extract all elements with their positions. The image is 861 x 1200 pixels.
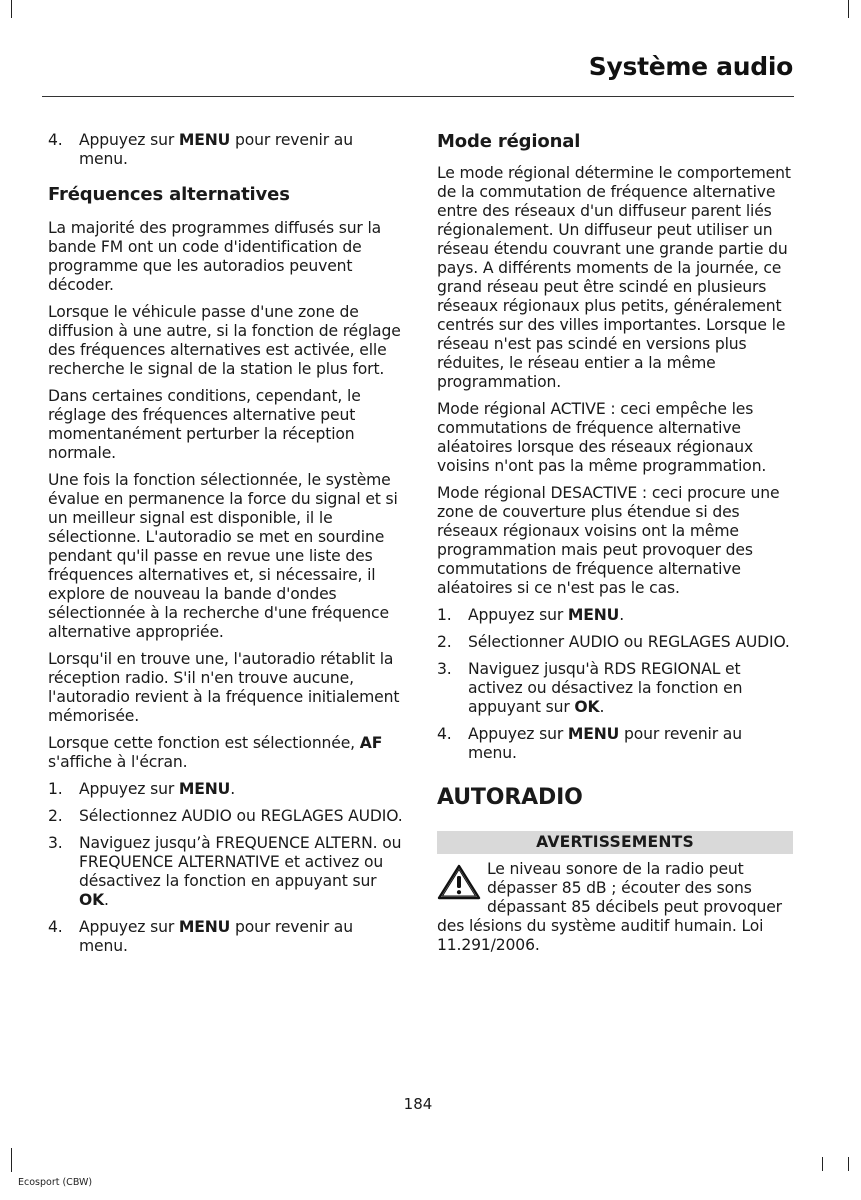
- list-text: Appuyez sur: [79, 918, 179, 936]
- af-keyword: AF: [359, 734, 383, 752]
- warning-triangle-icon: [437, 864, 481, 900]
- list-bold-keyword: OK: [79, 891, 105, 909]
- list-text: Appuyez sur: [79, 131, 179, 149]
- header-divider: [42, 96, 794, 97]
- list-bold-keyword: OK: [574, 698, 600, 716]
- section-heading-mode-regional: Mode régional: [437, 131, 581, 152]
- list-text: .: [104, 891, 109, 909]
- paragraph: Mode régional DESACTIVE : ceci procure une zone de couverture plus étendue si des réseaux régionaux voisins ont la même programmation mais peut provoquer des commutations de fréquence alternative aléatoires si ce n'est pas le cas.: [437, 484, 780, 597]
- paragraph: Lorsqu'il en trouve une, l'autoradio rétablit la réception radio. S'il n'en trouve aucune, l'autoradio revient à la fréquence initialement mémorisée.: [48, 650, 400, 725]
- paragraph: Lorsque le véhicule passe d'une zone de diffusion à une autre, si la fonction de réglage des fréquences alternatives est activée, elle recherche le signal de la station le plus fort.: [48, 303, 401, 378]
- crop-mark: [11, 1148, 12, 1172]
- list-number: 3.: [437, 660, 452, 678]
- list-item: [48, 834, 406, 910]
- warning-text: Le niveau sonore de la radio peut dépasser 85 dB ; écouter des sons dépassant 85 décibels peut provoquer des lésions du système auditif humain. Loi 11.291/2006.: [437, 860, 782, 954]
- footer-model-label: Ecosport (CBW): [18, 1177, 93, 1188]
- list-number: 2.: [48, 807, 63, 825]
- list-text: pour revenir au menu.: [468, 725, 742, 762]
- list-item: [437, 660, 793, 717]
- section-heading-frequences: Fréquences alternatives: [48, 184, 290, 205]
- list-text: Appuyez sur: [468, 606, 568, 624]
- crop-mark: [848, 1157, 849, 1171]
- page-title: Système audio: [588, 52, 793, 81]
- paragraph: [48, 734, 406, 772]
- list-bold-keyword: MENU: [178, 131, 231, 149]
- paragraph-text: s'affiche à l'écran.: [48, 753, 188, 771]
- list-text: .: [599, 698, 605, 716]
- list-item: [48, 918, 406, 956]
- warning-box: [437, 860, 793, 955]
- list-number: 1.: [437, 606, 452, 624]
- left-column: [48, 131, 406, 964]
- list-item: [437, 725, 793, 763]
- crop-mark: [822, 1157, 823, 1171]
- list-item: [437, 606, 793, 625]
- list-text: Sélectionner AUDIO ou REGLAGES AUDIO.: [468, 633, 790, 651]
- list-number: 2.: [437, 633, 452, 651]
- list-text: pour revenir au menu.: [79, 918, 353, 955]
- list-item: [48, 807, 406, 826]
- paragraph: Le mode régional détermine le comportement de la commutation de fréquence alternative entre des réseaux d'un diffuseur parent liés régionalement. Un diffuseur peut utiliser un réseau étendu couvrant une grande partie du pays. A différents moments de la journée, ce grand réseau peut être scindé en plusieurs réseaux régionaux plus petits, généralement centrés sur des villes importantes. Lorsque le réseau n'est pas scindé en versions plus réduites, le réseau entier a la même programmation.: [437, 164, 791, 391]
- warning-title-bar: AVERTISSEMENTS: [437, 831, 793, 854]
- paragraph: Mode régional ACTIVE : ceci empêche les commutations de fréquence alternative aléatoires lorsque des réseaux régionaux voisins n'ont pas la même programmation.: [437, 400, 767, 475]
- list-text: Sélectionnez AUDIO ou REGLAGES AUDIO.: [79, 807, 403, 825]
- list-text: pour revenir au menu.: [79, 131, 353, 168]
- list-text: Naviguez jusqu’à FREQUENCE ALTERN. ou FREQUENCE ALTERNATIVE et activez ou désactivez la fonction en appuyant sur: [79, 834, 402, 890]
- list-bold-keyword: MENU: [178, 780, 231, 798]
- list-item: [48, 131, 406, 169]
- right-column: [437, 131, 793, 955]
- list-number: 3.: [48, 834, 63, 852]
- list-item: [437, 633, 793, 652]
- crop-mark: [848, 0, 849, 18]
- list-text: .: [619, 606, 624, 624]
- list-number: 4.: [437, 725, 452, 743]
- list-item: [48, 780, 406, 799]
- list-text: Appuyez sur: [468, 725, 568, 743]
- list-text: Naviguez jusqu'à RDS REGIONAL et activez ou désactivez la fonction en appuyant sur: [468, 660, 743, 716]
- list-number: 4.: [48, 918, 63, 936]
- paragraph: Une fois la fonction sélectionnée, le système évalue en permanence la force du signal et si un meilleur signal est disponible, il le sélectionne. L'autoradio se met en sourdine pendant qu'il passe en revue une liste des fréquences alternatives et, si nécessaire, il explore de nouveau la bande d'ondes sélectionnée à la recherche d'une fréquence alternative appropriée.: [48, 471, 398, 641]
- list-number: 4.: [48, 131, 63, 149]
- list-text: Appuyez sur: [79, 780, 179, 798]
- list-bold-keyword: MENU: [567, 606, 620, 624]
- list-text: .: [230, 780, 235, 798]
- section-heading-autoradio: AUTORADIO: [437, 785, 583, 810]
- crop-mark: [11, 0, 12, 18]
- paragraph: Dans certaines conditions, cependant, le réglage des fréquences alternative peut momentanément perturber la réception normale.: [48, 387, 361, 462]
- list-number: 1.: [48, 780, 63, 798]
- paragraph: La majorité des programmes diffusés sur la bande FM ont un code d'identification de programme que les autoradios peuvent décoder.: [48, 219, 382, 294]
- page-number: 184: [403, 1095, 433, 1113]
- paragraph-text: Lorsque cette fonction est sélectionnée,: [48, 734, 360, 752]
- list-bold-keyword: MENU: [567, 725, 620, 743]
- list-bold-keyword: MENU: [178, 918, 231, 936]
